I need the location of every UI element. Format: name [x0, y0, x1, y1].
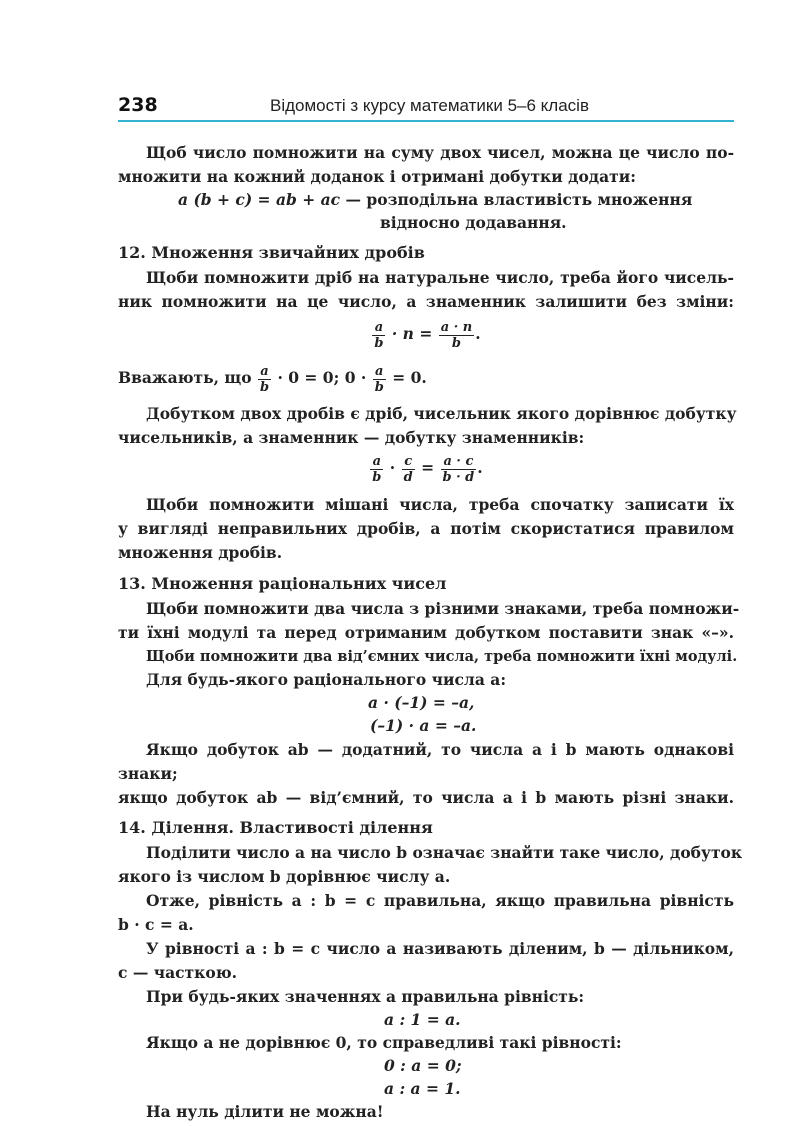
s13-p3: Для будь-якого раціонального числа a: — [146, 670, 507, 689]
s14-p3-line-2: c — часткою. — [118, 963, 237, 982]
section-12-heading: 12. Множення звичайних дробів — [118, 243, 425, 262]
s12-p3-line-1: Щоби помножити мішані числа, треба спочатку записати їх — [146, 495, 734, 514]
f1-result-den: b — [451, 335, 462, 351]
f3-c: c — [404, 453, 413, 469]
distributive-formula-line — [178, 187, 738, 212]
intro-line-2: множити на кожний доданок і отримані добутки додати: — [118, 167, 636, 186]
s14-p1-line-2: якого із числом b дорівнює числу a. — [118, 867, 451, 886]
s12-p1-line-2: ник помножити на це число, а знаменник залишити без зміни: — [118, 292, 734, 311]
s13-formula-1 — [368, 690, 668, 715]
f3-result-num: a · c — [443, 453, 474, 469]
s13-formula-2 — [370, 713, 670, 738]
s13-formula-2-text: (–1) · a = –a. — [370, 716, 477, 735]
section-13-heading: 13. Множення раціональних чисел — [118, 574, 447, 593]
s14-p2-line-1: Отже, рівність a : b = c правильна, якщо правильна рівність — [146, 891, 734, 910]
f2-den-b-2: b — [374, 379, 384, 395]
f1-mult: · n = — [391, 324, 433, 343]
f3-end: . — [477, 458, 483, 477]
s14-formula-1-text: a : 1 = a. — [384, 1010, 461, 1029]
s14-formula-1 — [384, 1007, 584, 1032]
s13-p5: якщо добуток ab — від’ємний, то числа a і b мають різні знаки. — [118, 788, 734, 807]
s13-p4-line-2: знаки; — [118, 764, 178, 783]
s12-p2-line-2: чисельників, а знаменник — добутку знаменників: — [118, 428, 585, 447]
f3-result-den: b · d — [442, 469, 475, 485]
s14-formula-3 — [384, 1076, 584, 1101]
page-number: 238 — [118, 94, 158, 116]
distributive-desc-2: відносно додавання. — [380, 213, 567, 232]
f1-den-b: b — [374, 335, 384, 351]
f1-result-num: a · n — [440, 319, 473, 335]
s14-p1-line-1: Поділити число a на число b означає знайти таке число, добуток — [146, 843, 743, 862]
s12-formula-2 — [118, 358, 734, 398]
s14-p5: Якщо a не дорівнює 0, то справедливі такі рівності: — [146, 1033, 622, 1052]
s13-p4-line-1: Якщо добуток ab — додатний, то числа a і b мають однакові — [146, 740, 734, 759]
f2-rest-1: · 0 = 0; 0 · — [277, 368, 367, 387]
s14-p6: На нуль ділити не можна! — [146, 1102, 384, 1121]
section-14-heading: 14. Ділення. Властивості ділення — [118, 818, 433, 837]
f2-num-a-2: a — [375, 363, 384, 379]
s14-formula-2-text: 0 : a = 0; — [384, 1056, 462, 1075]
s14-p2-line-2: b · c = a. — [118, 915, 194, 934]
intro-line-1: Щоб число помножити на суму двох чисел, можна це число по- — [146, 143, 734, 162]
s12-formula-3 — [118, 448, 734, 488]
s13-p1-line-1: Щоби помножити два числа з різними знаками, треба помножи- — [146, 599, 740, 618]
s12-formula-1 — [118, 314, 734, 354]
f2-rest-2: = 0. — [392, 368, 427, 387]
s12-p2-line-1: Добутком двох дробів є дріб, чисельник якого дорівнює добутку — [146, 404, 737, 423]
distributive-formula: a (b + c) = ab + ac — [178, 190, 341, 209]
s13-p1-line-2: ти їхні модулі та перед отриманим добутком поставити знак «–». — [118, 623, 734, 642]
distributive-desc-1: — розподільна властивість множення — [345, 190, 693, 209]
f3-d: d — [403, 469, 413, 485]
f2-prefix: Вважають, що — [118, 368, 252, 387]
f1-num-a: a — [374, 319, 384, 335]
f3-eq: = — [421, 458, 435, 477]
f2-den-b: b — [259, 379, 270, 395]
s12-p3-line-2: у вигляді неправильних дробів, а потім скористатися правилом — [118, 519, 734, 538]
header-rule — [118, 120, 734, 122]
s14-formula-3-text: a : a = 1. — [384, 1079, 461, 1098]
f1-end: . — [475, 324, 481, 343]
s12-p3-line-3: множення дробів. — [118, 543, 283, 562]
s12-p1-line-1: Щоби помножити дріб на натуральне число, треба його чисель- — [146, 268, 734, 287]
f3-a: a — [372, 453, 382, 469]
f3-dot: · — [389, 458, 396, 477]
s13-formula-1-text: a · (–1) = –a, — [368, 693, 475, 712]
s14-p3-line-1: У рівності a : b = c число a називають діленим, b — дільником, — [146, 939, 734, 958]
f3-b: b — [372, 469, 382, 485]
s13-p2: Щоби помножити два від’ємних числа, треба помножити їхні модулі. — [146, 648, 738, 665]
page-header — [118, 92, 734, 122]
s14-formula-2 — [384, 1053, 584, 1078]
f2-num-a: a — [260, 363, 269, 379]
running-title: Відомості з курсу математики 5–6 класів — [270, 96, 589, 115]
s14-p4: При будь-яких значеннях a правильна рівність: — [146, 987, 585, 1006]
